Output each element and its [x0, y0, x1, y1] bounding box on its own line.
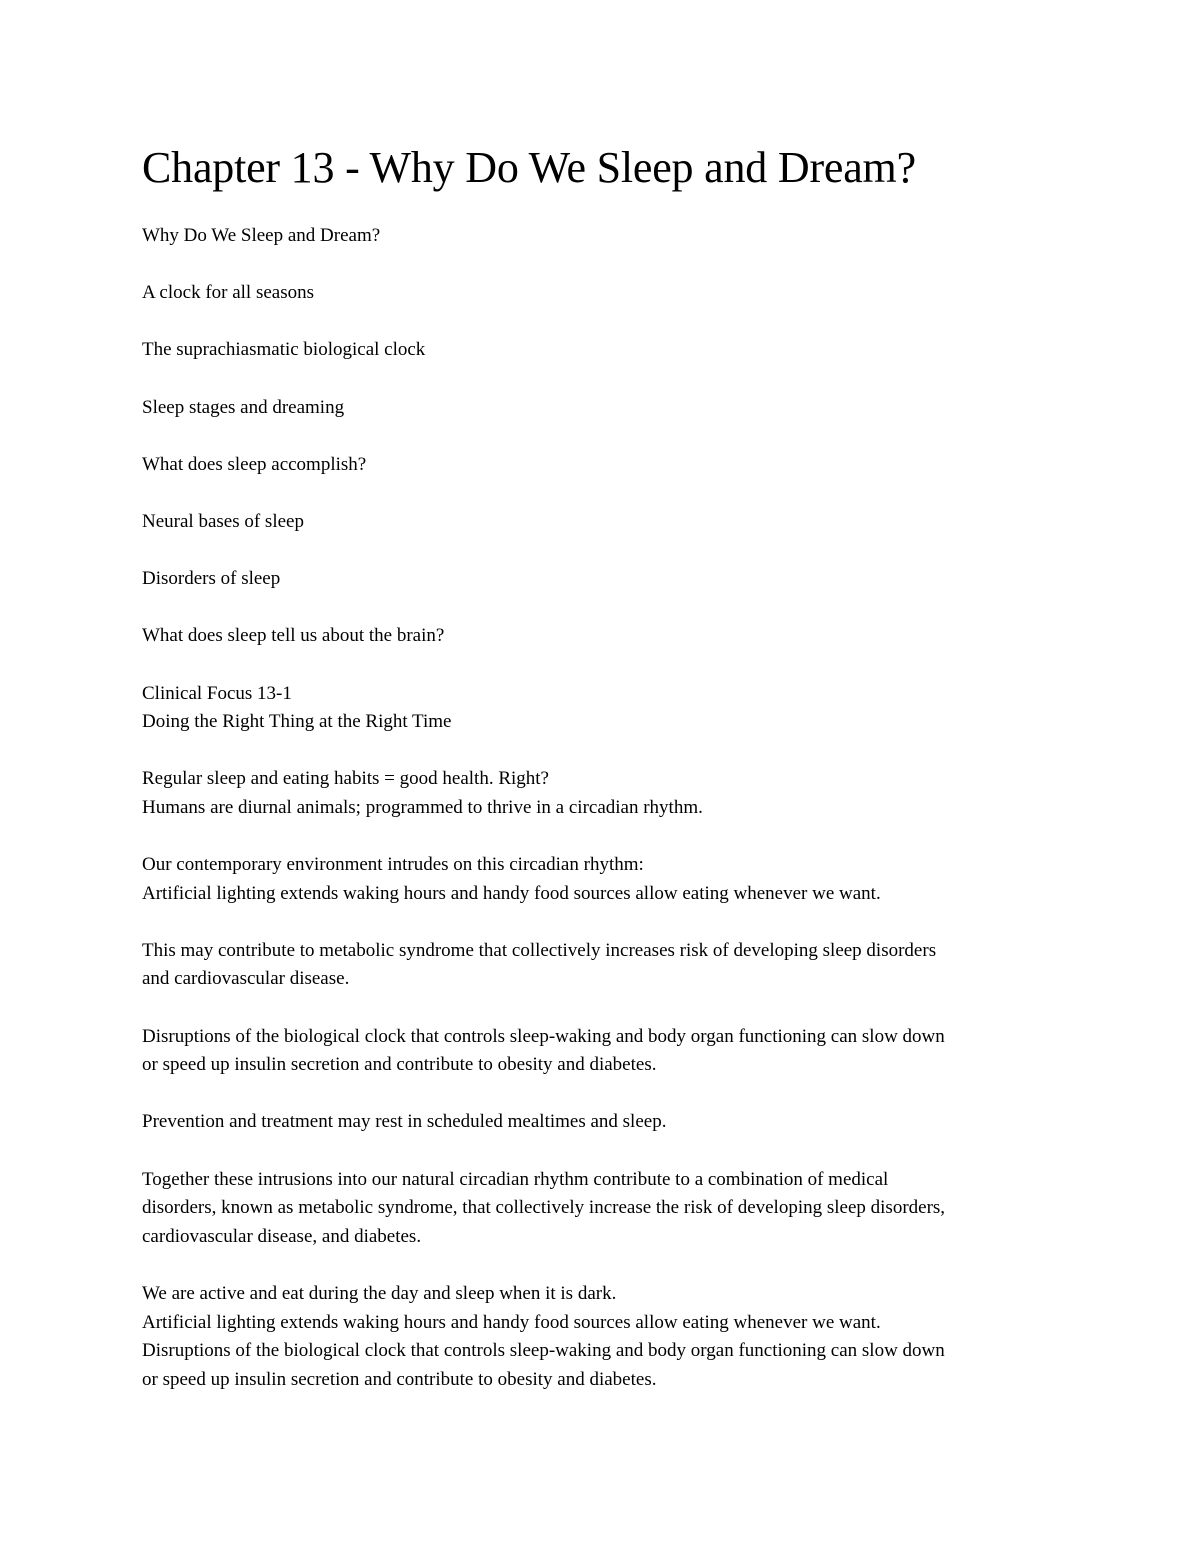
text-line: Doing the Right Thing at the Right Time: [142, 711, 452, 733]
text-line: cardiovascular disease, and diabetes.: [142, 1225, 422, 1247]
paragraph: [142, 1108, 1072, 1137]
text-line: Disruptions of the biological clock that controls sleep-waking and body organ functioning can slow down: [142, 1340, 945, 1362]
paragraph: [142, 279, 1072, 308]
document-body: [142, 140, 1072, 1423]
text-line: and cardiovascular disease.: [142, 968, 350, 990]
paragraph: [142, 1280, 1072, 1394]
text-line: Artificial lighting extends waking hours and handy food sources allow eating whenever we want.: [142, 882, 881, 904]
text-line: or speed up insulin secretion and contribute to obesity and diabetes.: [142, 1054, 657, 1076]
paragraph: [142, 394, 1072, 423]
text-line: Together these intrusions into our natural circadian rhythm contribute to a combination of medical: [142, 1168, 889, 1190]
text-line: or speed up insulin secretion and contribute to obesity and diabetes.: [142, 1368, 657, 1390]
text-line: The suprachiasmatic biological clock: [142, 339, 426, 361]
paragraph: [142, 765, 1072, 822]
text-line: Neural bases of sleep: [142, 510, 304, 532]
text-line: Disruptions of the biological clock that controls sleep-waking and body organ functioning can slow down: [142, 1025, 945, 1047]
text-line: This may contribute to metabolic syndrome that collectively increases risk of developing sleep disorders: [142, 939, 937, 961]
paragraph: [142, 222, 1072, 251]
paragraph: [142, 680, 1072, 737]
paragraph: [142, 851, 1072, 908]
text-line: What does sleep accomplish?: [142, 453, 367, 475]
paragraph: [142, 565, 1072, 594]
paragraph: [142, 1023, 1072, 1080]
text-line: Artificial lighting extends waking hours and handy food sources allow eating whenever we want.: [142, 1311, 881, 1333]
text-line: disorders, known as metabolic syndrome, that collectively increase the risk of developing sleep disorders,: [142, 1197, 946, 1219]
text-line: Humans are diurnal animals; programmed to thrive in a circadian rhythm.: [142, 796, 703, 818]
text-line: We are active and eat during the day and sleep when it is dark.: [142, 1282, 617, 1304]
paragraph: [142, 508, 1072, 537]
text-line: A clock for all seasons: [142, 282, 315, 304]
text-line: Regular sleep and eating habits = good health. Right?: [142, 768, 549, 790]
text-line: Sleep stages and dreaming: [142, 396, 345, 418]
paragraph: [142, 937, 1072, 994]
paragraph: [142, 622, 1072, 651]
paragraph: [142, 451, 1072, 480]
chapter-title: Chapter 13 - Why Do We Sleep and Dream?: [142, 143, 916, 192]
text-line: Our contemporary environment intrudes on this circadian rhythm:: [142, 854, 644, 876]
text-line: Clinical Focus 13-1: [142, 682, 292, 704]
paragraph: [142, 1166, 1072, 1252]
text-line: Prevention and treatment may rest in scheduled mealtimes and sleep.: [142, 1111, 667, 1133]
paragraph: [142, 336, 1072, 365]
text-line: What does sleep tell us about the brain?: [142, 625, 445, 647]
text-line: Why Do We Sleep and Dream?: [142, 225, 381, 246]
text-line: Disorders of sleep: [142, 568, 281, 590]
